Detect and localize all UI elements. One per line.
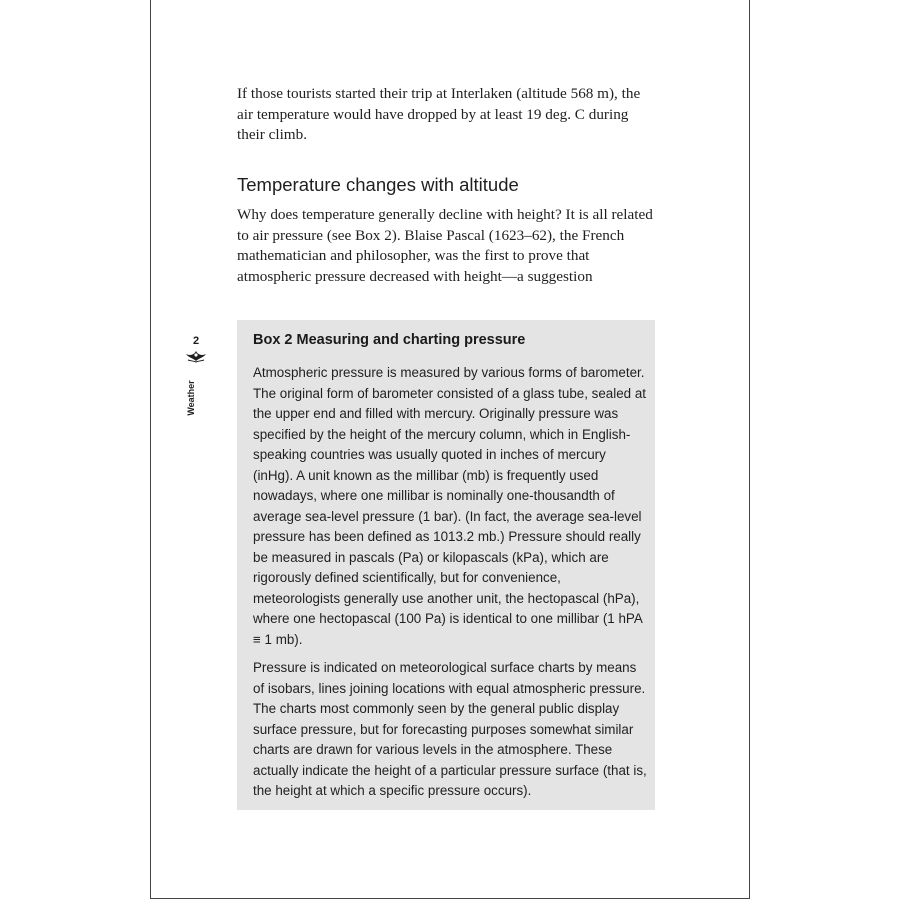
fleuron-icon	[185, 349, 207, 363]
info-box	[237, 320, 655, 810]
section-paragraph: Why does temperature generally decline with height? It is all related to air pressure (see Box 2). Blaise Pascal (1623–62), the French mathematician and philosopher, was the first to prove that atmospheric pressure decreased with height—a suggestion	[237, 206, 653, 285]
running-head-text: Weather	[186, 380, 196, 416]
intro-paragraph: If those tourists started their trip at Interlaken (altitude 568 m), the air temperature would have dropped by at least 19 deg. C during their climb.	[237, 85, 641, 143]
section-heading: Temperature changes with altitude	[237, 174, 519, 195]
box-title: Box 2 Measuring and charting pressure	[253, 332, 526, 348]
chapter-number: 2	[192, 335, 200, 347]
chapter-marker	[185, 335, 207, 363]
running-head	[181, 378, 201, 418]
box-paragraph-2: Pressure is indicated on meteorological surface charts by means of isobars, lines joining locations with equal atmospheric pressure. The charts most commonly seen by the general public display surface pressure, but for forecasting purposes somewhat similar charts are drawn for various levels in the atmosphere. These actually indicate the height of a particular pressure surface (that is, the height at which a specific pressure occurs).	[253, 660, 647, 798]
box-paragraph-1: Atmospheric pressure is measured by various forms of barometer. The original form of barometer consisted of a glass tube, sealed at the upper end and filled with mercury. Originally pressure was specified by the height of the mercury column, which in English-speaking countries was usually quoted in inches of mercury (inHg). A unit known as the millibar (mb) is frequently used nowadays, where one millibar is nominally one-thousandth of average sea-level pressure (1 bar). (In fact, the average sea-level pressure has been defined as 1013.2 mb.) Pressure should really be measured in pascals (Pa) or kilopascals (kPa), which are rigorously defined scientifically, but for convenience, meteorologists generally use another unit, the hectopascal (hPa), where one hectopascal (100 Pa) is identical to one millibar (1 hPA ≡ 1 mb).	[253, 365, 647, 647]
book-page	[150, 0, 750, 899]
